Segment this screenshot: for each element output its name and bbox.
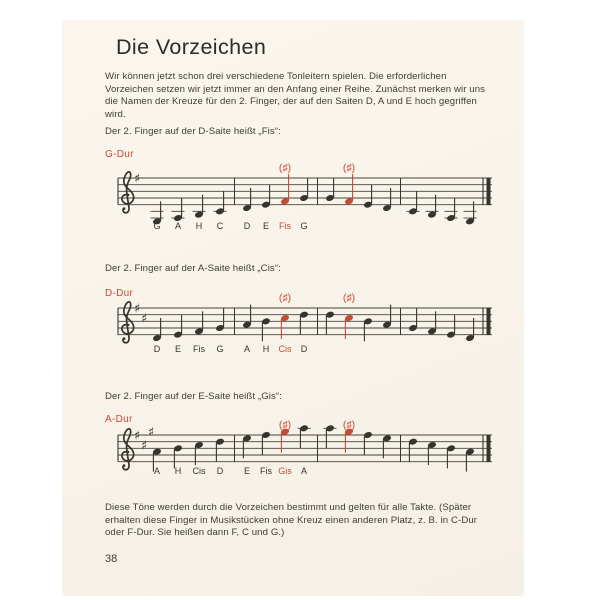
page-number: 38 <box>105 553 118 565</box>
svg-text:Gis: Gis <box>278 466 292 476</box>
key-label-g-dur: G-Dur <box>105 149 134 160</box>
svg-text:♯: ♯ <box>133 300 141 316</box>
section-caption-d-saite: Der 2. Finger auf der D-Saite heißt „Fis“: <box>105 126 281 137</box>
note-Gis5 <box>280 428 290 453</box>
note-E4 <box>363 185 373 209</box>
svg-text:♯: ♯ <box>147 424 155 440</box>
note-Cis5 <box>280 314 290 339</box>
note-H4 <box>363 317 373 341</box>
svg-text:H: H <box>195 221 203 231</box>
note-A4 <box>465 448 475 472</box>
note-A5 <box>324 424 337 448</box>
key-label-a-dur: A-Dur <box>105 414 133 425</box>
note-Fis4 <box>280 174 290 205</box>
final-barline <box>487 308 491 335</box>
staff-svg-G-Dur <box>116 138 496 242</box>
note-D5 <box>325 311 335 335</box>
svg-text:E: E <box>174 344 182 354</box>
note-A3 <box>445 198 458 222</box>
note-labels <box>154 344 308 354</box>
staff-svg-A-Dur <box>116 395 496 499</box>
note-labels <box>153 221 307 231</box>
svg-text:♯: ♯ <box>140 310 148 326</box>
page-title: Die Vorzeichen <box>116 35 267 59</box>
svg-text:D: D <box>153 344 161 354</box>
svg-text:G: G <box>153 221 161 231</box>
sharp-annotation: (♯) <box>342 292 356 304</box>
note-D5 <box>215 438 225 462</box>
note-Fis4 <box>344 174 354 205</box>
note-A5 <box>298 424 311 448</box>
svg-text:♯: ♯ <box>133 170 141 186</box>
staff-svg-D-Dur <box>116 268 496 372</box>
note-A3 <box>172 198 185 222</box>
note-Gis5 <box>344 428 354 453</box>
staff-g-dur <box>116 138 496 242</box>
svg-text:♯: ♯ <box>140 437 148 453</box>
note-G4 <box>215 308 225 332</box>
svg-text:A: A <box>300 466 308 476</box>
svg-text:H: H <box>262 344 270 354</box>
svg-text:G: G <box>300 221 308 231</box>
note-H4 <box>446 444 456 468</box>
sharp-annotation: (♯) <box>278 419 292 431</box>
note-C4 <box>407 191 420 215</box>
svg-text:D: D <box>300 344 308 354</box>
sharp-annotation: (♯) <box>342 419 356 431</box>
staff-a-dur <box>116 395 496 499</box>
svg-text:Fis: Fis <box>279 221 291 231</box>
footer-paragraph: Diese Töne werden durch die Vorzeichen bestimmt und gelten für alle Takte. (Später erhalten diese Finger in Musikstücken ohne Kreuz einen anderen Platz, z. B. in C-Dur oder F-Dur. Sie heißen dann F, C und G.) <box>105 502 478 538</box>
svg-text:A: A <box>174 221 182 231</box>
svg-text:Fis: Fis <box>193 344 205 354</box>
sharp-annotation: (♯) <box>278 292 292 304</box>
note-H4 <box>173 444 183 468</box>
intro-paragraph: Wir können jetzt schon drei verschiedene Tonleitern spielen. Die erforderlichen Vorzeichen setzen wir jetzt immer an den Anfang einer Reihe. Zunächst merken wir uns die Namen der Kreuze für den 2. Finger, der auf den Saiten D, A und E hoch gegriffen wird. <box>105 71 486 120</box>
final-barline <box>487 178 491 205</box>
svg-text:C: C <box>216 221 224 231</box>
svg-text:D: D <box>216 466 224 476</box>
svg-text:E: E <box>262 221 270 231</box>
note-C4 <box>214 191 227 215</box>
svg-text:H: H <box>174 466 182 476</box>
svg-text:Cis: Cis <box>278 344 292 354</box>
key-label-d-dur: D-Dur <box>105 288 134 299</box>
svg-text:E: E <box>243 466 251 476</box>
note-G4 <box>325 178 335 202</box>
note-Cis5 <box>344 314 354 339</box>
note-Fis5 <box>261 431 271 455</box>
note-G4 <box>299 178 309 202</box>
staff-d-dur <box>116 268 496 372</box>
svg-text:A: A <box>153 466 161 476</box>
key-signature <box>134 170 140 185</box>
final-barline <box>487 435 491 462</box>
note-D5 <box>299 311 309 335</box>
note-labels <box>154 466 307 476</box>
note-E4 <box>446 315 456 339</box>
note-E4 <box>173 315 183 339</box>
note-Fis5 <box>363 431 373 455</box>
sharp-annotation: (♯) <box>342 162 356 174</box>
note-D5 <box>408 438 418 462</box>
svg-text:Fis: Fis <box>260 466 272 476</box>
note-E4 <box>261 185 271 209</box>
sharp-annotation: (♯) <box>278 162 292 174</box>
note-G4 <box>408 308 418 332</box>
svg-text:A: A <box>243 344 251 354</box>
section-caption-e-saite: Der 2. Finger auf der E-Saite heißt „Gis“: <box>105 391 282 402</box>
svg-text:♯: ♯ <box>133 427 141 443</box>
svg-text:D: D <box>243 221 251 231</box>
section-caption-a-saite: Der 2. Finger auf der A-Saite heißt „Cis“: <box>105 263 281 274</box>
note-H4 <box>261 317 271 341</box>
svg-text:Cis: Cis <box>192 466 206 476</box>
svg-text:G: G <box>216 344 224 354</box>
